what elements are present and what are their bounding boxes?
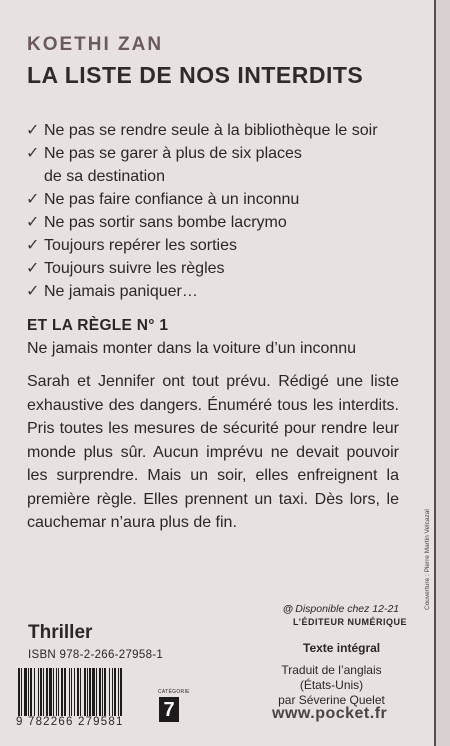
list-item-text: de sa destination: [44, 168, 165, 185]
list-item-text: Ne pas sortir sans bombe lacrymo: [44, 214, 287, 231]
digital-availability: [283, 603, 399, 615]
category-label: CATÉGORIE: [158, 689, 190, 695]
list-item: [26, 211, 378, 234]
checkmark-icon: [26, 165, 44, 188]
list-item-text: Ne jamais paniquer…: [44, 283, 198, 300]
checkmark-icon: ✓: [26, 283, 40, 300]
rule-text: Ne jamais monter dans la voiture d’un inconnu: [27, 340, 357, 357]
rules-checklist: [26, 119, 378, 303]
category-number: 7: [159, 697, 179, 722]
author-name: KOETHI ZAN: [27, 34, 164, 55]
digital-publisher: L’ÉDITEUR NUMÉRIQUE: [293, 617, 408, 627]
list-item: [26, 257, 378, 280]
digital-available-text: Disponible chez 12-21: [295, 603, 400, 615]
checkmark-icon: ✓: [26, 260, 40, 277]
list-item: [26, 165, 378, 188]
publisher-website[interactable]: www.pocket.fr: [272, 705, 388, 722]
checkmark-icon: ✓: [26, 191, 40, 208]
list-item-text: Ne pas se garer à plus de six places: [44, 145, 302, 162]
list-item-text: Ne pas faire confiance à un inconnu: [44, 191, 300, 208]
list-item: [26, 142, 378, 165]
checkmark-icon: ✓: [26, 214, 40, 231]
translation-line: Traduit de l’anglais (États-Unis): [281, 663, 382, 692]
cover-credit: Couverture : Pierre Martin Velcazal: [424, 509, 431, 610]
translator-line: par Séverine Quelet: [278, 693, 385, 707]
checkmark-icon: ✓: [26, 145, 40, 162]
genre-label: Thriller: [28, 622, 93, 643]
list-item: [26, 188, 378, 211]
translation-credit: [263, 663, 400, 708]
list-item: [26, 119, 378, 142]
integral-text: Texte intégral: [303, 641, 381, 655]
list-item: [26, 280, 378, 303]
isbn: ISBN 978-2-266-27958-1: [28, 649, 164, 661]
checkmark-icon: ✓: [26, 237, 40, 254]
list-item-text: Toujours suivre les règles: [44, 260, 225, 277]
barcode: [16, 668, 151, 716]
checkmark-icon: ✓: [26, 122, 40, 139]
synopsis: Sarah et Jennifer ont tout prévu. Rédigé une liste exhaustive des dangers. Énuméré tous les interdits. Pris toutes les mesures de sécurité pour rendre leur monde plus sûr. Aucun imprévu ne devait pouvoir les surprendre. Mais un soir, elles enfreignent la première règle. Elles prennent un taxi. Dès lors, le cauchemar n’aura plus de fin.: [27, 373, 399, 531]
list-item-text: Ne pas se rendre seule à la bibliothèque le soir: [44, 122, 378, 139]
list-item-text: Toujours repérer les sorties: [44, 237, 237, 254]
book-title: LA LISTE DE NOS INTERDITS: [27, 62, 364, 88]
rule-heading: ET LA RÈGLE N° 1: [27, 317, 169, 334]
list-item: [26, 234, 378, 257]
e-book-at-icon: @: [283, 603, 294, 615]
barcode-digits: 9 782266 279581: [16, 716, 124, 728]
